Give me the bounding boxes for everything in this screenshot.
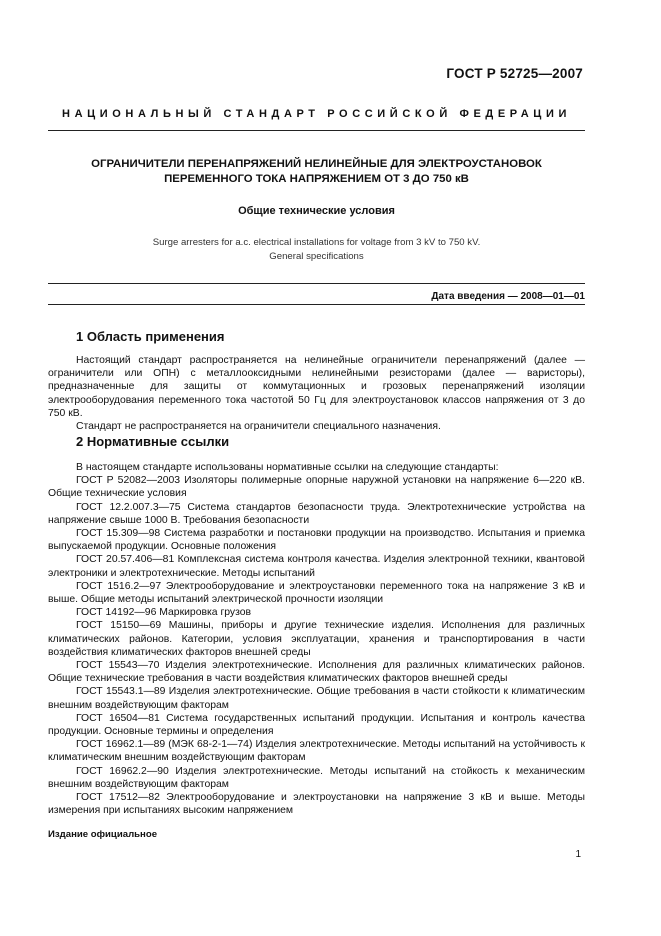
paragraph: Стандарт не распространяется на ограничители специального назначения.	[76, 421, 441, 433]
reference-item: ГОСТ 17512—82 Электрооборудование и электроустановки на напряжение 3 кВ и выше. Методы измерения при испытаниях высоким напряжением	[48, 792, 585, 817]
reference-item: ГОСТ 1516.2—97 Электрооборудование и электроустановки переменного тока на напряжение 3 кВ и выше. Общие методы испытаний электрической прочности изоляции	[48, 580, 585, 606]
document-subtitle: Общие технические условия	[238, 205, 395, 217]
reference-item: ГОСТ 15543—70 Изделия электротехнические. Исполнения для различных климатических районов. Общие технические требования в части воздействия климатических факторов внешней среды	[48, 660, 585, 685]
section-heading-references: 2 Нормативные ссылки	[76, 434, 230, 449]
english-title-line-1: Surge arresters for a.c. electrical installations for voltage from 3 kV to 750 kV.	[152, 237, 481, 248]
section-heading-scope: 1 Область применения	[76, 329, 225, 344]
reference-item: ГОСТ 15543.1—89 Изделия электротехнические. Общие требования в части стойкости к климатическим внешним воздействующим факторам	[48, 686, 585, 711]
english-title-line-2: General specifications	[269, 250, 364, 262]
reference-item: ГОСТ 16962.1—89 (МЭК 68-2-1—74) Изделия электротехнические. Методы испытаний на устойчивость к климатическим внешним воздействующим факторам	[48, 739, 585, 764]
header-rule	[48, 130, 585, 131]
introduction-date: Дата введения — 2008—01—01	[431, 291, 585, 302]
official-edition-label: Издание официальное	[48, 829, 158, 840]
english-title	[48, 236, 585, 263]
section-references-body	[48, 461, 585, 817]
date-rule-bottom	[48, 304, 585, 305]
reference-item: ГОСТ Р 52082—2003 Изоляторы полимерные опорные наружной установки на напряжение 6—220 кВ. Общие технические условия	[48, 475, 585, 500]
paragraph: В настоящем стандарте использованы нормативные ссылки на следующие стандарты:	[76, 462, 499, 473]
reference-item: ГОСТ 16504—81 Система государственных испытаний продукции. Испытания и контроль качества продукции. Основные термины и определения	[48, 712, 585, 738]
section-scope-body	[48, 354, 585, 433]
reference-item: ГОСТ 20.57.406—81 Комплексная система контроля качества. Изделия электронной техники, квантовой электроники и электротехнические. Методы испытаний	[48, 554, 585, 579]
page-number: 1	[575, 849, 581, 860]
reference-item: ГОСТ 14192—96 Маркировка грузов	[76, 607, 252, 619]
gost-number: ГОСТ Р 52725—2007	[446, 66, 583, 81]
reference-item: ГОСТ 15150—69 Машины, приборы и другие технические изделия. Исполнения для различных климатических районов. Категории, условия эксплуатации, хранения и транспортирования в части воздействия климатических факторов внешней среды	[48, 620, 585, 658]
reference-item: ГОСТ 12.2.007.3—75 Система стандартов безопасности труда. Электротехнические устройства на напряжение свыше 1000 В. Требования безопасности	[48, 501, 585, 526]
document-title	[48, 157, 585, 187]
title-line-2: ПЕРЕМЕННОГО ТОКА НАПРЯЖЕНИЕМ ОТ 3 ДО 750 кВ	[164, 173, 469, 185]
reference-item: ГОСТ 16962.2—90 Изделия электротехнические. Методы испытаний на стойкость к механическим внешним воздействующим факторам	[48, 765, 585, 790]
national-standard-banner: НАЦИОНАЛЬНЫЙ СТАНДАРТ РОССИЙСКОЙ ФЕДЕРАЦИИ	[62, 108, 571, 120]
reference-item: ГОСТ 15.309—98 Система разработки и постановки продукции на производство. Испытания и приемка выпускаемой продукции. Основные положения	[48, 528, 585, 553]
paragraph: Настоящий стандарт распространяется на нелинейные ограничители перенапряжений (далее — ограничители или ОПН) с металлооксидными нелинейными резисторами (далее — варисторы), предназначенные для защиты от коммутационных и грозовых перенапряжений изоляции электрооборудования переменного тока частотой 50 Гц для электроустановок классов напряжения от 3 до 750 кВ.	[48, 355, 585, 419]
title-line-1: ОГРАНИЧИТЕЛИ ПЕРЕНАПРЯЖЕНИЙ НЕЛИНЕЙНЫЕ ДЛЯ ЭЛЕКТРОУСТАНОВОК	[91, 158, 542, 170]
date-rule-top	[48, 283, 585, 284]
